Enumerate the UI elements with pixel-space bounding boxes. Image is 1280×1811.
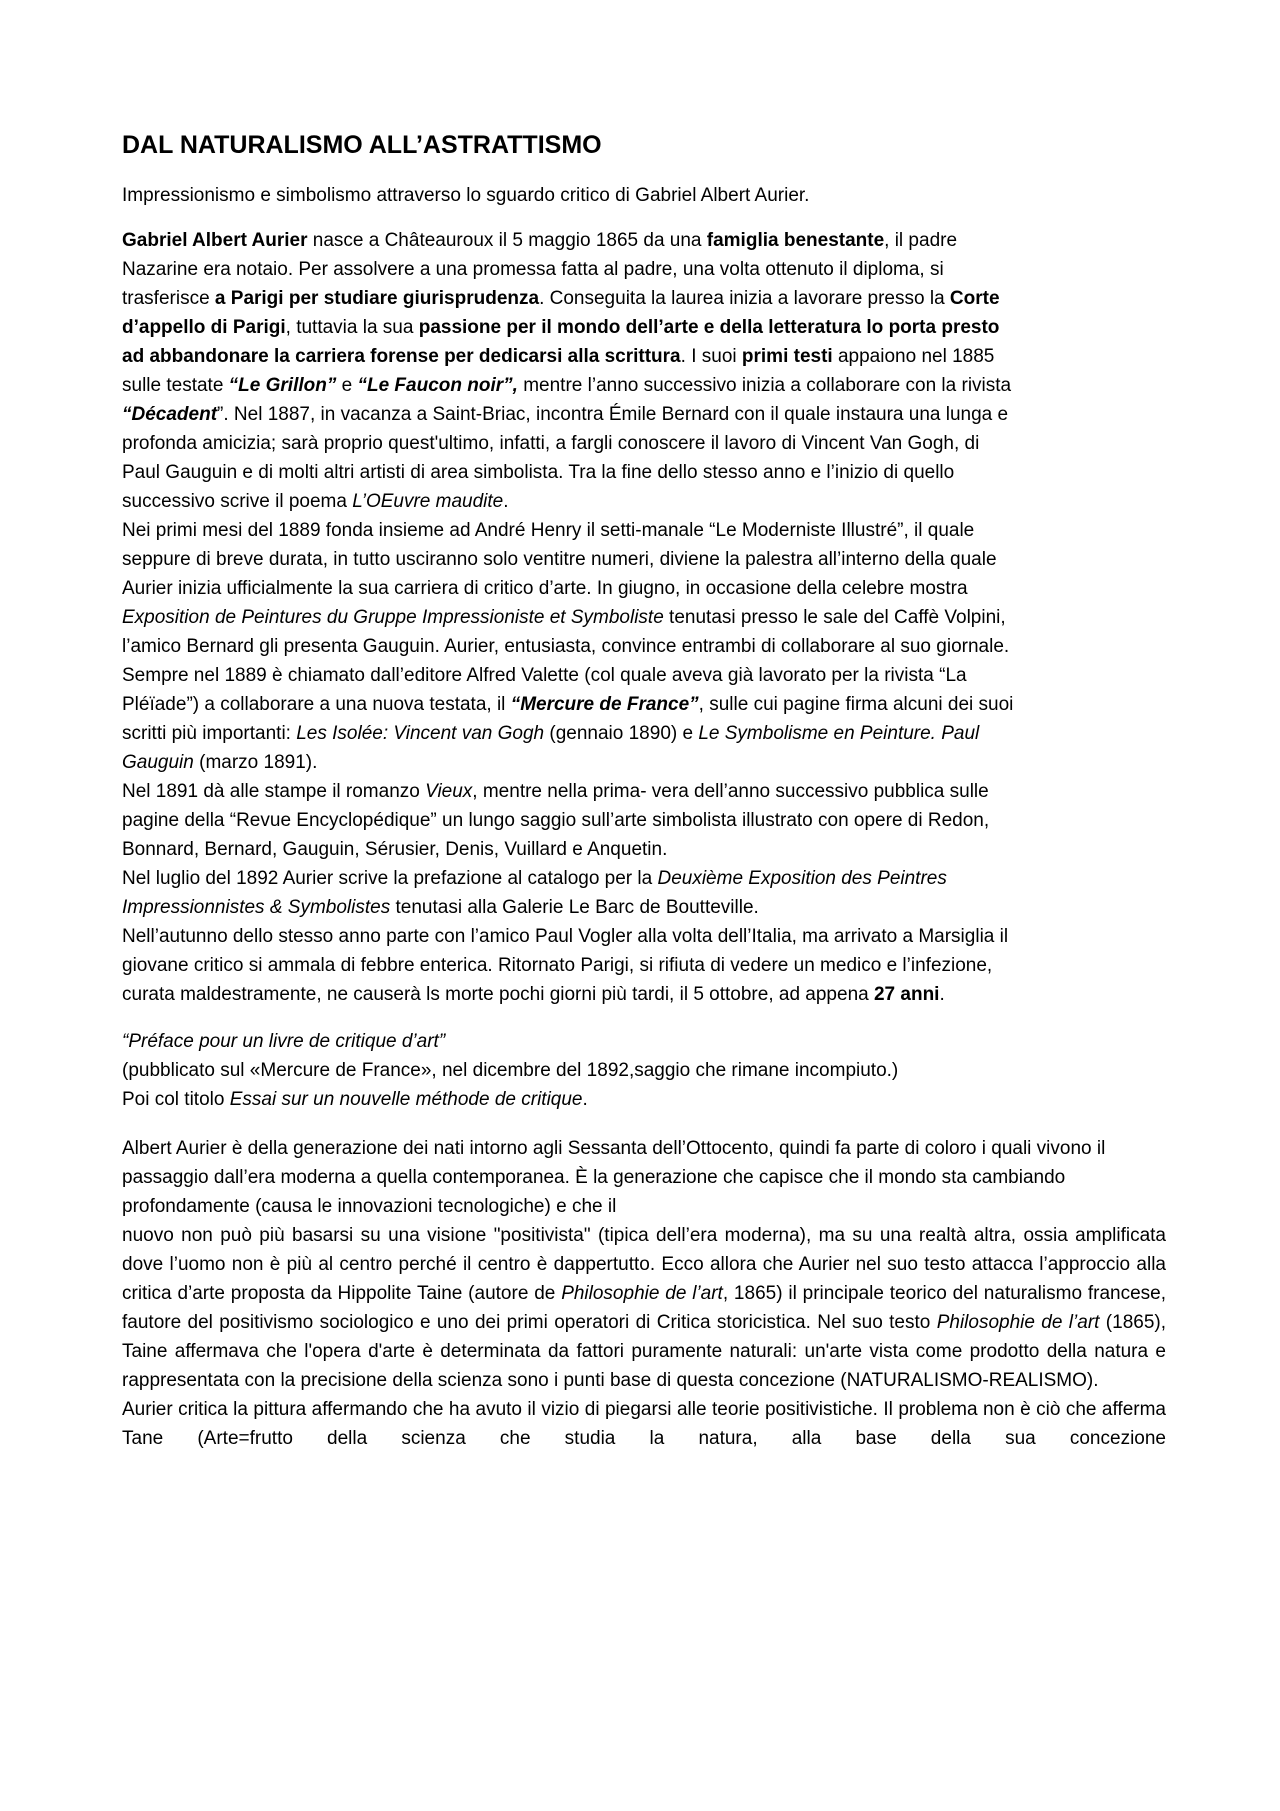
text-run: ”. Nel 1887, in vacanza a Saint-Briac, incontra Émile Bernard con il quale instaura una lunga e profonda amicizia; sarà proprio quest'ultimo, infatti, a fargli conoscere il lavoro di Vincent Van Gogh, di Paul Gauguin e di molti altri artisti di area simbolista. Tra la fine dello stesso anno e l’inizio di quello successivo scrive il poema bbox=[122, 404, 1009, 512]
text-run: nasce a Châteauroux il 5 maggio 1865 da una bbox=[307, 230, 707, 251]
text-run: famiglia benestante bbox=[706, 230, 885, 251]
text-run: mentre l’anno successivo inizia a collaborare con la rivista bbox=[517, 375, 1012, 396]
essay-paragraph-1b bbox=[122, 1221, 1166, 1395]
bio-paragraph-5 bbox=[122, 864, 1022, 922]
text-run: . bbox=[582, 1089, 588, 1110]
essay-paragraph-2: Aurier critica la pittura affermando che ha avuto il vizio di piegarsi alle teorie positivistiche. Il problema non è ciò che afferma Tane (Arte=frutto della scienza che studia la natura, alla base della sua concezione bbox=[122, 1399, 1166, 1449]
text-run: , sulle cui pagine firma alcuni dei suoi scritti più importanti: bbox=[122, 694, 1014, 744]
text-run: Philosophie de l’art bbox=[936, 1312, 1100, 1333]
text-run: Nel 1891 dà alle stampe il romanzo bbox=[122, 781, 426, 802]
text-run: primi testi bbox=[741, 346, 833, 367]
text-run: Essai sur un nouvelle méthode de critique bbox=[229, 1089, 583, 1110]
document-subtitle: Impressionismo e simbolismo attraverso lo sguardo critico di Gabriel Albert Aurier. bbox=[122, 185, 810, 206]
text-run: tenutasi presso le sale del Caffè Volpini, l’amico Bernard gli presenta Gauguin. Aurier, entusiasta, convince entrambi di collaborare al suo giornale. bbox=[122, 607, 1010, 657]
bio-paragraph-1 bbox=[122, 226, 1022, 516]
bio-paragraph-3 bbox=[122, 661, 1022, 777]
text-run: (marzo 1891). bbox=[193, 752, 318, 773]
text-run: Exposition de Peintures du Gruppe Impressioniste et Symboliste bbox=[122, 607, 664, 628]
text-run: , 1865) il principale teorico del naturalismo francese, fautore del positivismo sociologico e uno dei primi operatori di Critica storicistica. Nel suo testo bbox=[122, 1283, 1167, 1333]
text-run: Nel luglio del 1892 Aurier scrive la prefazione al catalogo per la bbox=[122, 868, 658, 889]
text-run: Deuxième Exposition des Peintres Impressionnistes & Symbolistes bbox=[122, 868, 947, 918]
text-run: Vieux bbox=[425, 781, 473, 802]
text-run: passione per il mondo dell’arte e della letteratura lo porta presto ad abbandonare la carriera forense per dedicarsi alla scrittura bbox=[122, 317, 1000, 367]
text-run: Philosophie de l’art bbox=[561, 1283, 723, 1304]
document-title: DAL NATURALISMO ALL’ASTRATTISMO bbox=[122, 131, 602, 159]
text-run: . I suoi bbox=[680, 346, 742, 367]
text-run: , mentre nella prima- vera dell’anno successivo pubblica sulle pagine della “Revue Encyclopédique” un lungo saggio sull’arte simbolista illustrato con opere di Redon, Bonnard, Bernard, Gauguin, Sérusier, Denis, Vuillard e Anquetin. bbox=[122, 781, 990, 860]
bio-paragraph-4 bbox=[122, 777, 1022, 864]
text-run: . bbox=[939, 984, 945, 1005]
text-run: appaiono nel 1885 sulle testate bbox=[122, 346, 995, 396]
bio-paragraph-6 bbox=[122, 922, 1022, 1009]
text-run: L’OEuvre maudite bbox=[352, 491, 504, 512]
preface-note: (pubblicato sul «Mercure de France», nel dicembre del 1892,saggio che rimane incompiuto.) bbox=[122, 1060, 899, 1081]
text-run: Poi col titolo bbox=[122, 1089, 230, 1110]
text-run: nuovo non può più basarsi su una visione "positivista" (tipica dell’era moderna), ma su una realtà altra, ossia amplificata dove l’uomo non è più al centro perché il centro è dappertutto. Ecco allora che Aurier nel suo testo attacca l’approccio alla critica d’arte proposta da Hippolite Taine (autore de bbox=[122, 1225, 1166, 1304]
text-run: (gennaio 1890) e bbox=[544, 723, 699, 744]
text-run: Sempre nel 1889 è chiamato dall’editore Alfred Valette (col quale aveva già lavorato per la rivista “La Pléïade”) a collaborare a una nuova testata, il bbox=[122, 665, 967, 715]
essay-section bbox=[122, 1134, 1166, 1453]
text-run: “Le Grillon” bbox=[228, 375, 337, 396]
essay-paragraph-1a: Albert Aurier è della generazione dei nati intorno agli Sessanta dell’Ottocento, quindi fa parte di coloro i quali vivono il passaggio dall’era moderna a quella contemporanea. È la generazione che capisce che il mondo sta cambiando profondamente (causa le innovazioni tecnologiche) e che il bbox=[122, 1138, 1106, 1217]
text-run: Nell’autunno dello stesso anno parte con l’amico Paul Vogler alla volta dell’Italia, ma arrivato a Marsiglia il giovane critico si ammala di febbre enterica. Ritornato Parigi, si rifiuta di vedere un medico e l’infezione, curata maldestramente, ne causerà ls morte pochi giorni più tardi, il 5 ottobre, ad appena bbox=[122, 926, 1009, 1005]
text-run: , tuttavia la sua bbox=[285, 317, 419, 338]
text-run: “Décadent bbox=[122, 404, 218, 425]
text-run: “Mercure de France” bbox=[510, 694, 699, 715]
text-run: a Parigi per studiare giurisprudenza bbox=[214, 288, 540, 309]
preface-title bbox=[122, 1027, 1152, 1056]
bio-paragraph-2 bbox=[122, 516, 1022, 661]
text-run: Le Symbolisme en Peinture. Paul Gauguin bbox=[122, 723, 980, 773]
biography-section bbox=[122, 226, 1022, 1009]
text-run: Nei primi mesi del 1889 fonda insieme ad André Henry il setti-manale “Le Moderniste Illustré”, il quale seppure di breve durata, in tutto usciranno solo ventitre numeri, diviene la palestra all’interno della quale Aurier inizia ufficialmente la sua carriera di critico d’arte. In giugno, in occasione della celebre mostra bbox=[122, 520, 997, 599]
text-run: . bbox=[503, 491, 509, 512]
preface-then bbox=[122, 1085, 1152, 1114]
text-run: e bbox=[336, 375, 358, 396]
text-run: Les Isolée: Vincent van Gogh bbox=[296, 723, 545, 744]
text-run: Corte d’appello di Parigi bbox=[122, 288, 1000, 338]
text-run: 27 anni bbox=[873, 984, 940, 1005]
preface-title-text: “Préface pour un livre de critique d’art” bbox=[122, 1031, 446, 1052]
text-run: . Conseguita la laurea inizia a lavorare presso la bbox=[539, 288, 950, 309]
text-run: (1865), Taine affermava che l'opera d'arte è determinata da fattori puramente naturali: un'arte vista come prodotto della natura e rappresentata con la precisione della scienza sono i punti base di questa concezione (NATURALISMO-REALISMO). bbox=[122, 1312, 1167, 1391]
text-run: tenutasi alla Galerie Le Barc de Boutteville. bbox=[390, 897, 759, 918]
text-run: , il padre Nazarine era notaio. Per assolvere a una promessa fatta al padre, una volta ottenuto il diploma, si trasferisce bbox=[122, 230, 958, 309]
preface-section bbox=[122, 1027, 1152, 1114]
text-run: “Le Faucon noir”, bbox=[357, 375, 518, 396]
text-run: Gabriel Albert Aurier bbox=[122, 230, 308, 251]
